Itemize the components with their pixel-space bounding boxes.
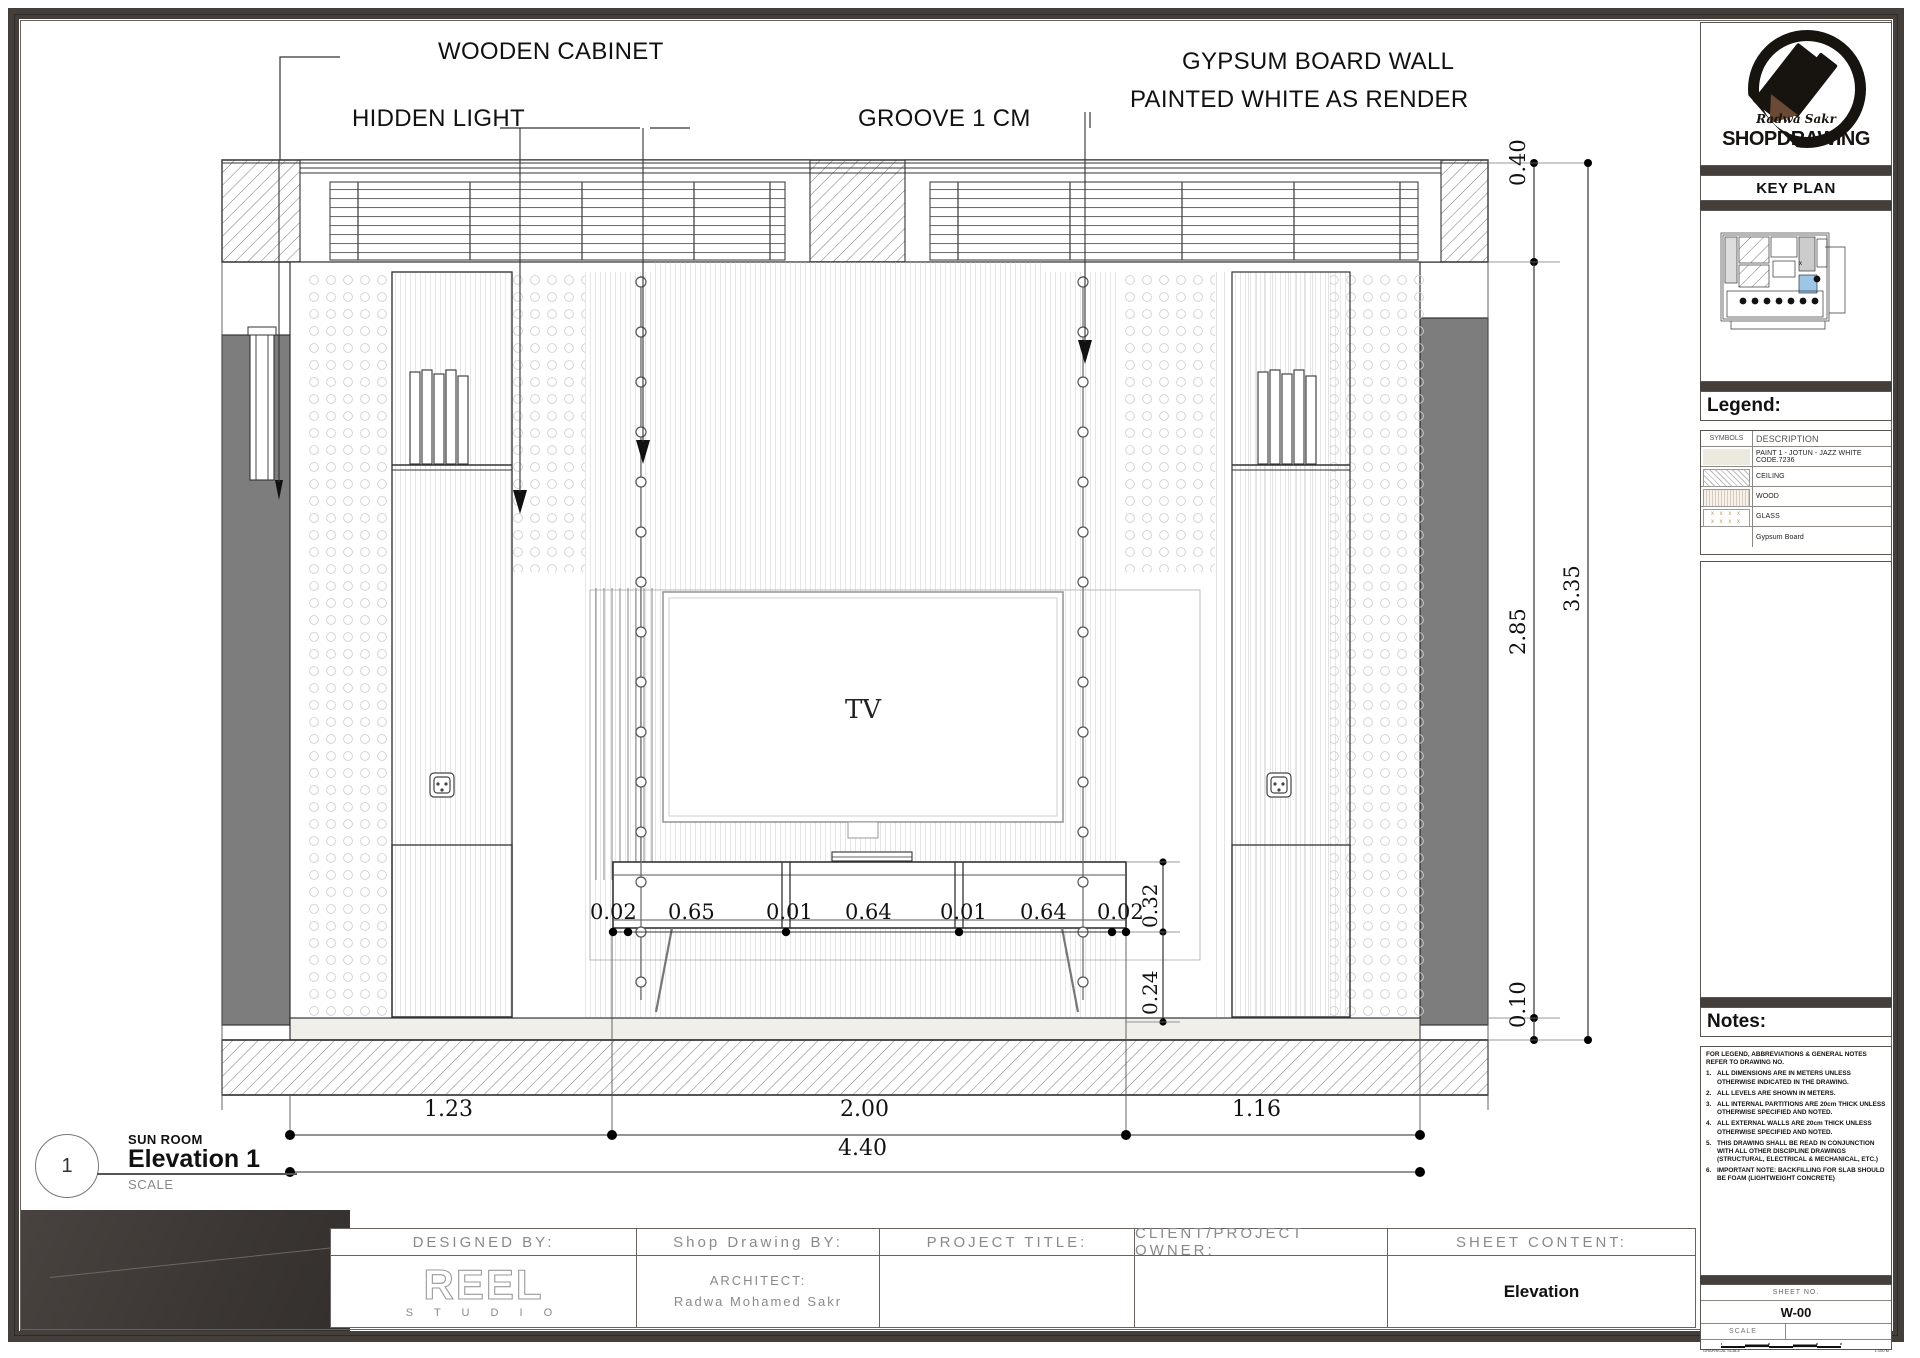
note-text: ALL INTERNAL PARTITIONS ARE 20cm THICK UNLESS OTHERWISE SPECIFIED AND NOTED.: [1717, 1100, 1886, 1117]
note-text: ALL EXTERNAL WALLS ARE 20cm THICK UNLESS OTHERWISE SPECIFIED AND NOTED.: [1717, 1120, 1872, 1136]
legend-title: Legend:: [1700, 391, 1892, 421]
sheet-scale-value: [1786, 1324, 1891, 1339]
label-gypsum-line1: GYPSUM BOARD WALL: [1182, 48, 1455, 75]
reel-studio-logo: [379, 1261, 589, 1323]
project-title-label: PROJECT TITLE:: [880, 1229, 1134, 1256]
keyplan-svg: [1707, 217, 1885, 375]
panel-divider-2: [1700, 201, 1892, 210]
dim-cabinet-height: 0.32: [1138, 883, 1162, 928]
keyplan-title: KEY PLAN: [1700, 175, 1892, 201]
legend-header-symbols: SYMBOLS: [1701, 431, 1753, 446]
titleblock-designed-by: [331, 1229, 637, 1327]
legend-table: [1700, 430, 1892, 555]
dim-chain-2: 0.01: [766, 900, 813, 924]
legend-desc-gypsum: Gypsum Board: [1756, 533, 1804, 541]
note-num: 3.: [1706, 1100, 1712, 1108]
note-text: THIS DRAWING SHALL BE READ IN CONJUNCTION WITH ALL OTHER DISCIPLINE DRAWINGS (STRUCTURAL, ELECTRICAL & MECHANICAL, ETC.): [1717, 1139, 1879, 1164]
note-text: ALL DIMENSIONS ARE IN METERS UNLESS OTHERWISE INDICATED IN THE DRAWING.: [1717, 1070, 1851, 1086]
note-item: [1706, 1101, 1886, 1117]
note-text: IMPORTANT NOTE: BACKFILLING FOR SLAB SHOULD BE FOAM (LIGHTWEIGHT CONCRETE): [1717, 1167, 1885, 1183]
note-num: 5.: [1706, 1139, 1712, 1147]
legend-swatch-ceiling: [1701, 467, 1753, 486]
legend-row: [1701, 487, 1891, 507]
label-hidden-light: HIDDEN LIGHT: [352, 105, 525, 132]
dim-chain-4: 0.01: [940, 900, 987, 924]
titleblock-project-title: [880, 1229, 1135, 1327]
dim-chain-3: 0.64: [845, 900, 892, 924]
dim-skirting: 0.10: [1506, 981, 1530, 1028]
elevation-name: Elevation 1: [128, 1145, 260, 1173]
legend-row: [1701, 467, 1891, 487]
architect-name: Radwa Mohamed Sakr: [673, 1293, 843, 1309]
note-text: ALL LEVELS ARE SHOWN IN METERS.: [1717, 1089, 1836, 1097]
note-num: 6.: [1706, 1167, 1712, 1175]
sheet-number-label: SHEET NO.: [1701, 1285, 1891, 1301]
panel-divider-4: [1700, 998, 1892, 1007]
legend-row: [1701, 447, 1891, 467]
note-item: [1706, 1090, 1886, 1098]
graphical-scale: [1701, 1340, 1891, 1353]
notes-lead: FOR LEGEND, ABBREVIATIONS & GENERAL NOTES REFER TO DRAWING NO.: [1706, 1051, 1867, 1067]
titleblock-sheet-content: [1388, 1229, 1695, 1327]
legend-row: [1701, 527, 1891, 547]
note-item: [1706, 1140, 1886, 1165]
legend-desc-wood: WOOD: [1756, 493, 1779, 500]
sheet-border: [8, 8, 1904, 1342]
architect-label: ARCHITECT:: [709, 1272, 807, 1288]
dim-bottom-0: 1.23: [424, 1097, 473, 1122]
dim-wall-height: 2.85: [1506, 608, 1530, 655]
sheet-content-label: SHEET CONTENT:: [1388, 1229, 1695, 1256]
note-item: [1706, 1070, 1886, 1086]
titleblock-client: [1135, 1225, 1388, 1327]
legend-header-row: [1701, 431, 1891, 447]
note-item: [1706, 1167, 1886, 1183]
dim-total-height: 3.35: [1560, 565, 1584, 612]
dim-chain-1: 0.65: [668, 900, 715, 924]
graphical-scale-label: GRAPHICAL SCALE: [1703, 1348, 1741, 1353]
legend-swatch-gypsum: [1701, 527, 1753, 547]
svg-text:TV: TV: [844, 695, 882, 725]
label-gypsum-line2: PAINTED WHITE AS RENDER: [1130, 86, 1469, 113]
elevation-scale-label: SCALE: [128, 1177, 174, 1192]
sheet-scale-row: [1701, 1324, 1891, 1340]
sheet-scale-label: SCALE: [1701, 1324, 1786, 1339]
label-wooden-cabinet: WOODEN CABINET: [438, 38, 664, 65]
dim-chain-6: 0.02: [1097, 900, 1144, 924]
dim-chain-5: 0.64: [1020, 900, 1067, 924]
legend-desc-ceiling: CEILING: [1756, 473, 1785, 480]
note-num: 4.: [1706, 1120, 1712, 1128]
dim-chain-0: 0.02: [590, 900, 637, 924]
note-num: 2.: [1706, 1089, 1712, 1097]
logo-script-text: Radwa Sakr: [1756, 112, 1836, 126]
keyplan-thumbnail[interactable]: [1700, 210, 1892, 382]
logo-wordmark: SHOPDRAWING: [1722, 128, 1870, 150]
notes-title: Notes:: [1700, 1007, 1892, 1037]
designed-by-body: [331, 1256, 636, 1327]
graphical-scale-ratio: 1:100 M: [1874, 1348, 1889, 1353]
shop-drawing-by-label: Shop Drawing BY:: [637, 1229, 879, 1256]
dim-bottom-1: 2.00: [840, 1097, 889, 1122]
note-num: 1.: [1706, 1070, 1712, 1078]
elevation-number: 1: [35, 1134, 99, 1198]
legend-swatch-paint: [1701, 447, 1753, 466]
legend-desc-glass: GLASS: [1756, 513, 1780, 520]
legend-desc-paint: PAINT 1 - JOTUN - JAZZ WHITE CODE.7236: [1756, 449, 1862, 464]
title-block: [330, 1225, 1696, 1328]
notes-body: [1700, 1046, 1892, 1276]
dim-cabinet-leg: 0.24: [1138, 970, 1162, 1015]
reel-wordmark: REEL: [423, 1260, 544, 1308]
reel-studio-sub: S T U D I O: [405, 1306, 562, 1319]
legend-swatch-wood: [1701, 487, 1753, 506]
dim-bottom-2: 1.16: [1232, 1097, 1281, 1122]
right-panel: [1700, 22, 1892, 1353]
sheet-content-value: Elevation: [1503, 1281, 1580, 1301]
graphical-scale-bar: [1721, 1343, 1861, 1348]
legend-header-description: DESCRIPTION: [1756, 433, 1819, 444]
client-value[interactable]: [1135, 1256, 1387, 1327]
dim-top-ceiling: 0.40: [1506, 139, 1530, 186]
legend-swatch-glass: x x x x x x x x: [1701, 507, 1753, 526]
sheet-number-block: [1700, 1284, 1892, 1353]
blank-panel: [1700, 561, 1892, 998]
titleblock-shop-drawing-by: [637, 1229, 880, 1327]
legend-row: [1701, 507, 1891, 527]
panel-divider-1: [1700, 166, 1892, 175]
company-logo: [1700, 22, 1892, 166]
svg-text:x: x: [1799, 261, 1802, 267]
project-title-value[interactable]: [880, 1256, 1134, 1327]
sheet-number-value: W-00: [1701, 1301, 1891, 1324]
shop-drawing-by-body: [637, 1256, 879, 1327]
elevation-room: SUN ROOM: [128, 1132, 203, 1147]
designed-by-label: DESIGNED BY:: [331, 1229, 636, 1256]
client-label: CLIENT/PROJECT OWNER:: [1135, 1229, 1387, 1256]
panel-divider-3: [1700, 382, 1892, 391]
note-item: [1706, 1120, 1886, 1136]
label-groove: GROOVE 1 CM: [858, 105, 1031, 132]
dim-overall-width: 4.40: [838, 1136, 887, 1161]
